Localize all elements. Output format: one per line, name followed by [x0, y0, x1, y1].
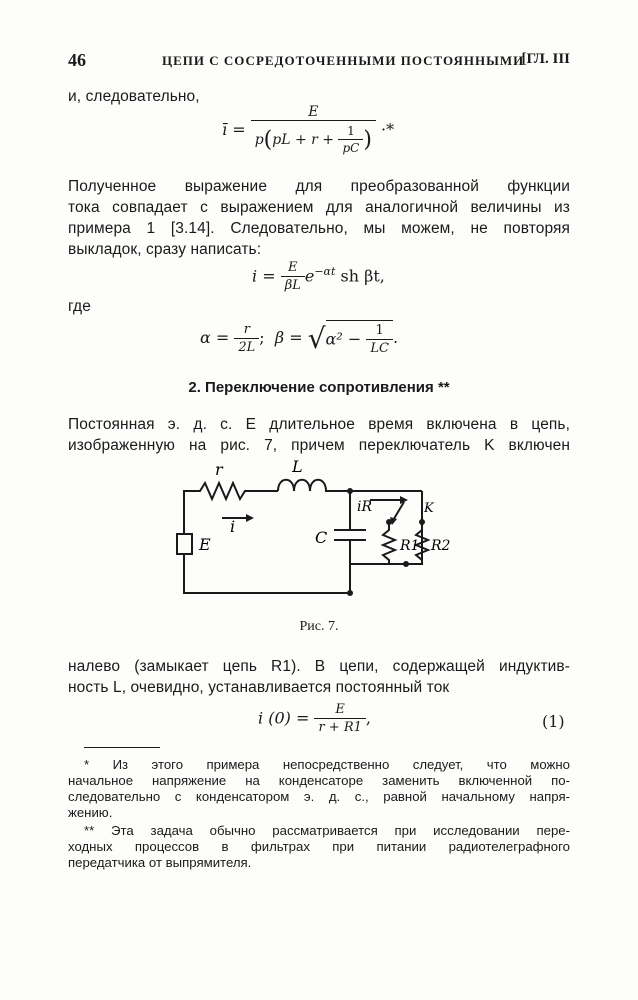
footnote-1-line-3: следовательно с конденсатором э. д. с., равной начальному напря-	[68, 789, 570, 804]
resistor-R1	[383, 522, 395, 564]
eq-beta-lhs: β =	[274, 328, 303, 347]
eq-current-num: E	[281, 260, 305, 277]
footnote-2-line-3: передатчика от выпрямителя.	[68, 855, 252, 870]
eq-den-close: )	[363, 127, 372, 153]
eq-current-fraction	[281, 260, 305, 294]
eq-lhs: ī =	[222, 120, 246, 139]
eq-inner-den: pC	[342, 141, 360, 155]
radicand	[326, 320, 393, 357]
label-r: r	[215, 460, 223, 479]
arrowhead-i	[246, 514, 254, 522]
eq-initial-num: E	[314, 702, 365, 719]
intro-line: и, следовательно,	[68, 88, 200, 105]
eq-params-period: .	[392, 328, 399, 347]
eq-initial-fraction	[314, 702, 365, 736]
eq-footnote-mark: ·*	[381, 120, 395, 139]
eq-alpha-lhs: α =	[200, 328, 230, 347]
equation-current	[252, 260, 385, 294]
eq-fraction	[251, 104, 376, 157]
figure-caption: Рис. 7.	[299, 619, 339, 634]
footnote-2-line-2: ходных процессов в фильтрах при питании радиотелеграфного	[68, 839, 570, 854]
label-R2: R2	[431, 538, 451, 554]
eq-alpha-num: r	[234, 322, 259, 339]
paragraph-2-line-2: изображенную на рис. 7, причем переключатель K включен	[68, 437, 570, 454]
eq-initial-den: r + R1	[318, 720, 362, 735]
page-header	[68, 50, 570, 72]
circuit-diagram	[160, 460, 480, 610]
chapter-label: [ГЛ. III	[521, 51, 570, 67]
eq-beta-den: LC	[370, 341, 389, 356]
node-top	[347, 488, 353, 494]
eq-den-prefix: p	[254, 132, 264, 148]
eq-current-exp-base: e	[304, 266, 315, 286]
terminal-R2	[419, 519, 425, 525]
paragraph-3-line-1: налево (замыкает цепь R1). В цепи, содержащей индуктив-	[68, 658, 570, 675]
paragraph-3-line-2: ность L, очевидно, устанавливается постоянный ток	[68, 679, 450, 696]
label-K: K	[424, 501, 434, 516]
node-bottom	[347, 590, 353, 596]
paragraph-1-line-3: примера 1 [3.14]. Следовательно, мы можем, не повторяя	[68, 220, 570, 237]
label-C: C	[315, 528, 328, 547]
where-word: где	[68, 298, 91, 315]
footnote-1-line-4: жению.	[68, 805, 113, 820]
footnote-1-line-2: начальное напряжение на конденсаторе заменить включенной по-	[68, 773, 570, 788]
radical-sign: √	[307, 322, 326, 355]
equation-params	[200, 320, 398, 357]
eq-alpha-den: 2L	[238, 339, 256, 355]
eq-separator: ;	[259, 328, 265, 347]
eq-inner-num: 1	[338, 123, 363, 140]
footnote-rule	[84, 747, 160, 748]
label-iR: iR	[357, 499, 373, 515]
eq-den-open: (	[263, 127, 273, 153]
label-R1: R1	[400, 538, 420, 554]
equation-number: (1)	[542, 712, 565, 731]
wires	[184, 491, 422, 593]
eq-denominator	[251, 121, 376, 157]
eq-initial-trail: ,	[365, 708, 371, 728]
label-i: i	[230, 517, 236, 536]
eq-inner-fraction	[338, 123, 363, 157]
paragraph-1-line-4: выкладок, сразу написать:	[68, 241, 262, 258]
eq-den-middle: pL + r +	[272, 132, 335, 148]
section-heading: 2. Переключение сопротивления **	[188, 379, 450, 396]
eq-current-exponent: −αt	[314, 265, 336, 279]
eq-alpha-fraction	[234, 322, 259, 356]
eq-current-tail: sh βt,	[335, 266, 385, 286]
label-L: L	[292, 460, 303, 476]
running-title: ЦЕПИ С СОСРЕДОТОЧЕННЫМИ ПОСТОЯННЫМИ	[162, 53, 525, 68]
equation-initial	[258, 702, 371, 736]
eq-beta-num: 1	[366, 323, 393, 340]
label-E: E	[199, 535, 211, 554]
eq-beta-fraction	[366, 323, 393, 357]
eq-current-den: βL	[284, 278, 301, 293]
eq-beta-radicand: α² −	[325, 329, 362, 349]
source-E	[177, 534, 192, 554]
paragraph-1-line-2: тока совпадает с выражением для аналогичной величины из	[68, 199, 570, 216]
equation-transform	[222, 104, 394, 157]
footnote-2-line-1: ** Эта задача обычно рассматривается при исследовании пере-	[84, 823, 570, 838]
node-R-join	[403, 561, 409, 567]
eq-initial-lhs: i (0) =	[258, 708, 310, 728]
page-number: 46	[68, 50, 86, 70]
paragraph-2-line-1: Постоянная э. д. с. E длительное время включена в цепь,	[68, 416, 570, 433]
footnote-1-line-1: * Из этого примера непосредственно следует, что можно	[84, 757, 570, 772]
eq-current-lhs: i =	[252, 266, 276, 286]
eq-numerator: E	[251, 104, 376, 121]
paragraph-1-line-1: Полученное выражение для преобразованной функции	[68, 178, 570, 195]
